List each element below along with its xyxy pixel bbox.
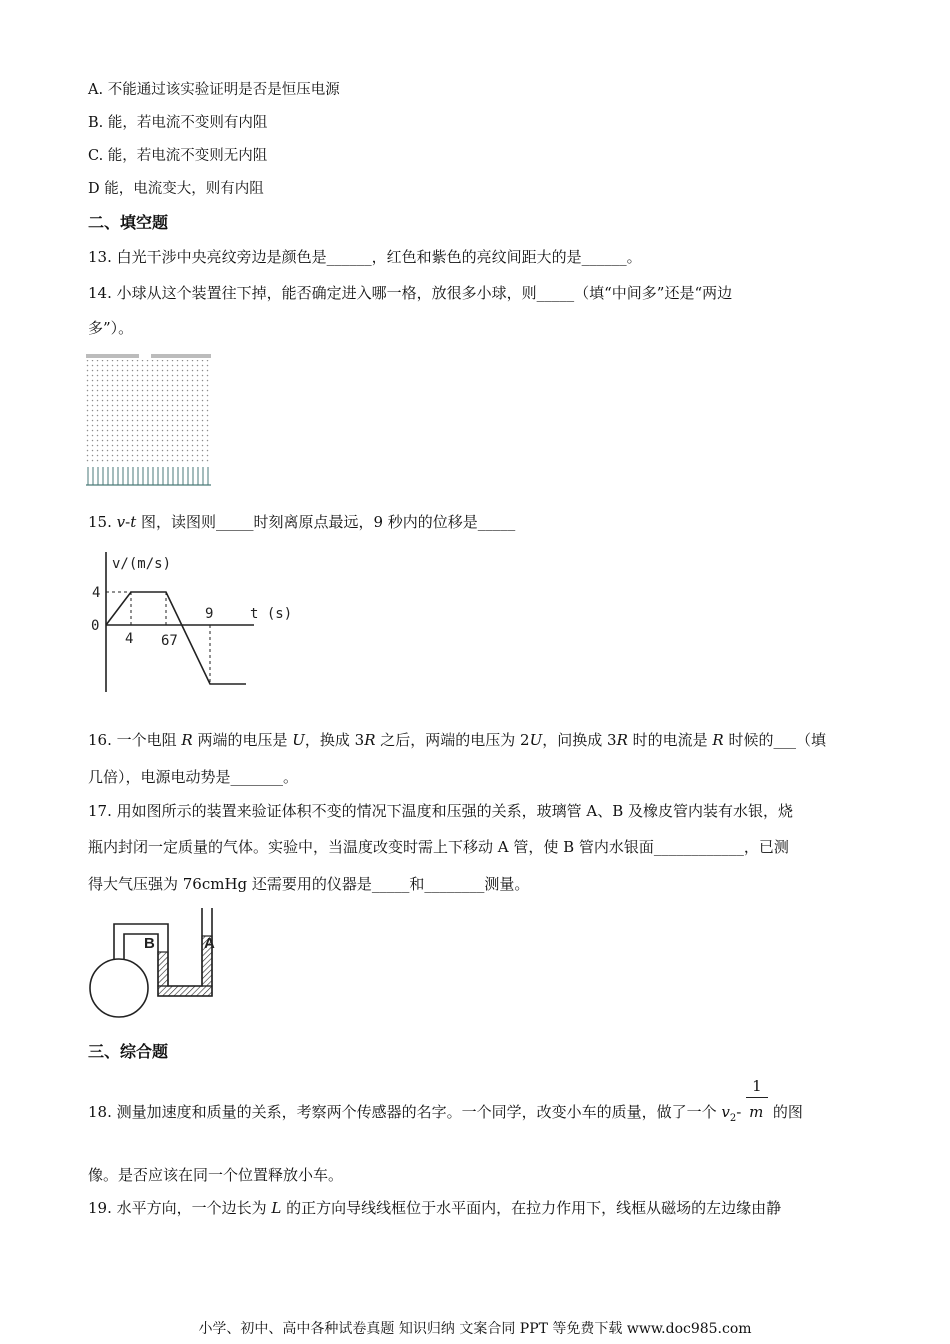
question-19: 19. 水平方向，一个边长为 L 的正方向导线线框位于水平面内，在拉力作用下，线框从磁场的左边缘由静 bbox=[88, 1199, 782, 1217]
x-tick-9: 9 bbox=[205, 606, 214, 622]
x-tick-67: 67 bbox=[161, 633, 178, 649]
question-14-line1: 14. 小球从这个装置往下掉，能否确定进入哪一格，放很多小球，则_____（填“中间多”还是“两边 bbox=[88, 284, 733, 302]
mercury-b bbox=[158, 952, 168, 986]
option-a: A. 不能通过该实验证明是否是恒压电源 bbox=[88, 82, 340, 98]
mercury-bottom bbox=[158, 986, 212, 996]
question-18-line1: 18. 测量加速度和质量的关系，考察两个传感器的名字。一个同学，改变小车的质量，做了一个 $v_2-$ $\frac{1}{m}$ 的图 bbox=[88, 1077, 803, 1124]
x-tick-4: 4 bbox=[125, 631, 134, 647]
fraction-one-over-m: $\frac{1}{m}$ bbox=[746, 1102, 768, 1122]
galton-board-figure bbox=[86, 354, 214, 490]
flask bbox=[90, 959, 148, 1017]
section-title-fill-in: 二、填空题 bbox=[88, 213, 169, 232]
y-tick-4: 4 bbox=[92, 585, 101, 601]
tube-b-label: B bbox=[144, 935, 155, 952]
gas-pressure-apparatus bbox=[86, 908, 226, 1020]
question-16-line2: 几倍），电源电动势是_______。 bbox=[88, 768, 299, 786]
page-footer: 小学、初中、高中各种试卷真题 知识归纳 文案合同 PPT 等免费下载 www.doc985.com bbox=[198, 1321, 752, 1337]
x-axis-label: t (s) bbox=[250, 606, 293, 622]
question-17-line1: 17. 用如图所示的装置来验证体积不变的情况下温度和压强的关系，玻璃管 A、B 及橡皮管内装有水银，烧 bbox=[88, 802, 794, 820]
origin-label: 0 bbox=[91, 618, 100, 634]
question-15: 15. v-t 图，读图则_____时刻离原点最远，9 秒内的位移是_____ bbox=[88, 513, 516, 531]
question-13: 13. 白光干涉中央亮纹旁边是颜色是______，红色和紫色的亮纹间距大的是______。 bbox=[88, 248, 642, 266]
question-14-line2: 多”）。 bbox=[88, 319, 134, 337]
question-18-line2: 像。是否应该在同一个位置释放小车。 bbox=[88, 1166, 344, 1184]
y-axis-label: v/(m/s) bbox=[112, 556, 172, 572]
section-title-comprehensive: 三、综合题 bbox=[88, 1042, 169, 1061]
option-b: B. 能，若电流不变则有内阻 bbox=[88, 115, 268, 131]
option-c: C. 能，若电流不变则无内阻 bbox=[88, 148, 268, 164]
tube-a-label: A bbox=[204, 935, 215, 952]
question-17-line3: 得大气压强为 76cmHg 还需要用的仪器是_____和________测量。 bbox=[88, 875, 530, 893]
question-16-line1: 16. 一个电阻 R 两端的电压是 U，换成 3R 之后，两端的电压为 2U，问换成 3R 时的电流是 R 时候的___（填 bbox=[88, 731, 826, 749]
question-17-line2: 瓶内封闭一定质量的气体。实验中，当温度改变时需上下移动 A 管，使 B 管内水银面____________，已测 bbox=[88, 838, 789, 856]
vt-graph bbox=[88, 546, 298, 696]
option-d: D 能，电流变大，则有内阻 bbox=[88, 181, 264, 197]
